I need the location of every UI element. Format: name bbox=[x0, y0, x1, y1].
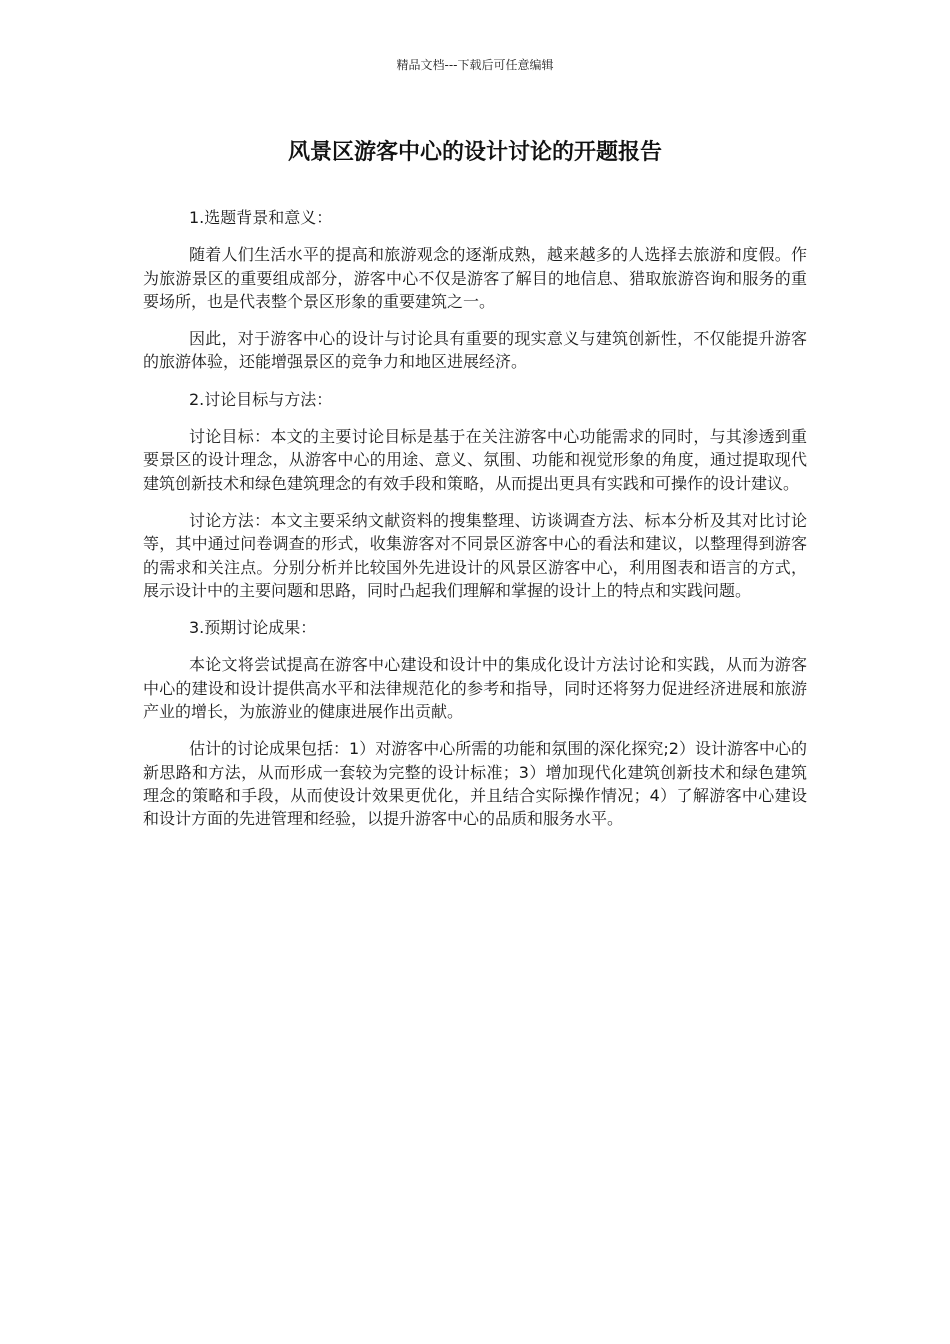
section-heading-goals-methods: 2.讨论目标与方法： bbox=[189, 389, 333, 409]
paragraph-significance: 因此，对于游客中心的设计与讨论具有重要的现实意义与建筑创新性，不仅能提升游客的旅游体验，还能增强景区的竞争力和地区进展经济。 bbox=[143, 329, 807, 372]
paragraph-background: 随着人们生活水平的提高和旅游观念的逐渐成熟，越来越多的人选择去旅游和度假。作为旅游景区的重要组成部分，游客中心不仅是游客了解目的地信息、猎取旅游咨询和服务的重要场所，也是代表整个景区形象的重要建筑之一。 bbox=[143, 245, 807, 311]
document-body bbox=[143, 206, 807, 845]
header-note: 精品文档---下载后可任意编辑 bbox=[396, 58, 554, 72]
document-title: 风景区游客中心的设计讨论的开题报告 bbox=[287, 140, 662, 165]
paragraph-expected-results: 本论文将尝试提高在游客中心建设和设计中的集成化设计方法讨论和实践，从而为游客中心的建设和设计提供高水平和法律规范化的参考和指导，同时还将努力促进经济进展和旅游产业的增长，为旅游业的健康进展作出贡献。 bbox=[143, 655, 807, 722]
paragraph-methods: 讨论方法：本文主要采纳文献资料的搜集整理、访谈调查方法、标本分析及其对比讨论等，其中通过问卷调查的形式，收集游客对不同景区游客中心的看法和建议，以整理得到游客的需求和关注点。分别分析并比较国外先进设计的风景区游客中心，利用图表和语言的方式，展示设计中的主要问题和思路，同时凸起我们理解和掌握的设计上的特点和实践问题。 bbox=[143, 510, 807, 600]
section-heading-background: 1.选题背景和意义： bbox=[189, 208, 333, 227]
paragraph-result-list: 估计的讨论成果包括：1）对游客中心所需的功能和氛围的深化探究;2）设计游客中心的新思路和方法，从而形成一套较为完整的设计标准；3）增加现代化建筑创新技术和绿色建筑理念的策略和手段，从而使设计效果更优化，并且结合实际操作情况；4）了解游客中心建设和设计方面的先进管理和经验，以提升游客中心的品质和服务水平。 bbox=[143, 739, 807, 829]
paragraph-goals: 讨论目标：本文的主要讨论目标是基于在关注游客中心功能需求的同时，与其渗透到重要景区的设计理念，从游客中心的用途、意义、氛围、功能和视觉形象的角度，通过提取现代建筑创新技术和绿色建筑理念的有效手段和策略，从而提出更具有实践和可操作的设计建议。 bbox=[143, 427, 807, 493]
section-heading-expected-results: 3.预期讨论成果： bbox=[189, 618, 317, 638]
